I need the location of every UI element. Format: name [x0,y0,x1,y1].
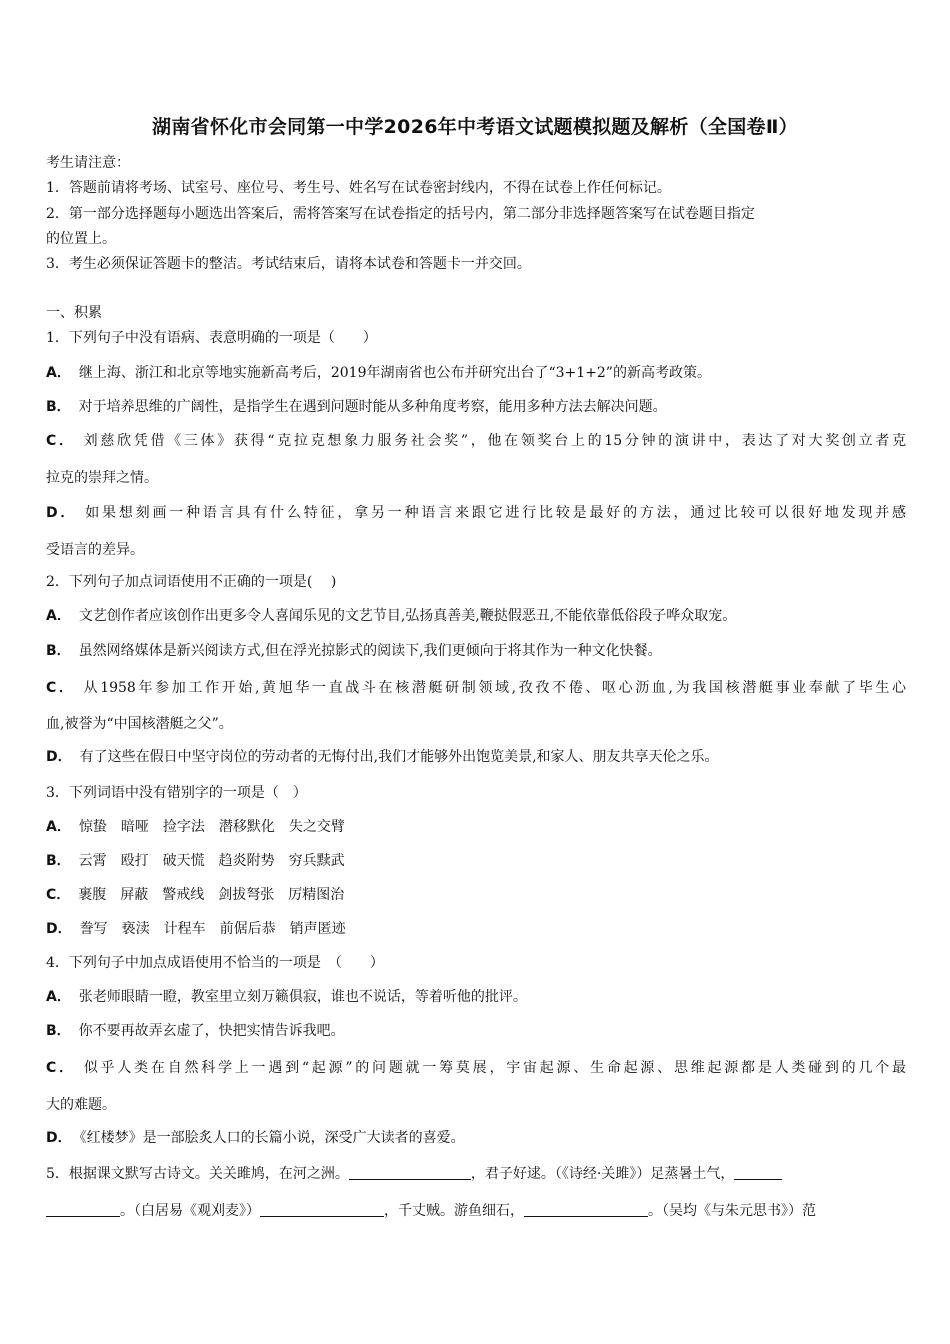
option-label: B． [46,643,71,659]
word: 前倨后恭 [219,921,276,937]
q4-stem: 4．下列句子中加点成语使用不恰当的一项是 （ ） [46,955,384,971]
word: 剑拔弩张 [218,887,275,903]
option-label: C． [46,680,76,696]
option-label: D． [46,749,72,765]
word: 裹腹 [78,887,107,903]
q2-option-c [46,677,906,697]
q4-option-a [46,986,527,1006]
option-text: 张老师眼睛一瞪，教室里立刻万籁俱寂，谁也不说话，等着听他的批评。 [78,989,527,1005]
word: 破天慌 [162,853,205,869]
option-text: 似乎人类在自然科学上一遇到“起源”的问题就一筹莫展，宇宙起源、生命起源、思维起源都是人类碰到的几个最 [83,1060,907,1076]
word: 屏蔽 [120,887,149,903]
word: 销声匿迹 [289,921,346,937]
answer-blank[interactable] [524,1202,648,1217]
q3-stem: 3．下列词语中没有错别字的一项是（ ） [46,785,307,801]
q1-option-d-cont: 受语言的差异。 [46,542,144,558]
notice-item-1: 1．答题前请将考场、试室号、座位号、考生号、姓名写在试卷密封线内，不得在试卷上作任何标记。 [46,180,671,196]
q1-option-a [46,362,711,382]
q5-text: 。（白居易《观刈麦》） [120,1203,260,1219]
option-label: A． [46,819,71,835]
q1-option-c [46,430,906,450]
option-label: D． [46,921,72,937]
word: 潜移默化 [218,819,275,835]
notice-item-2: 2．第一部分选择题每小题选出答案后，需将答案写在试卷指定的括号内，第二部分非选择题答案写在试卷题目指定 [46,206,755,222]
option-text: 刘慈欣凭借《三体》获得“克拉克想象力服务社会奖”，他在领奖台上的15分钟的演讲中，表达了对大奖创立者克 [83,433,906,449]
q4-option-b [46,1020,345,1040]
q2-option-a [46,605,736,625]
notice-item-2-cont: 的位置上。 [46,231,116,247]
word: 趋炎附势 [218,853,275,869]
q4-option-c-cont: 大的难题。 [46,1097,116,1113]
word: 计程车 [163,921,206,937]
option-text: 虽然网络媒体是新兴阅读方式,但在浮光掠影式的阅读下,我们更倾向于将其作为一种文化快餐。 [78,643,662,659]
word: 暗哑 [120,819,149,835]
word: 云霄 [78,853,107,869]
notice-item-3: 3．考生必须保证答题卡的整洁。考试结束后，请将本试卷和答题卡一并交回。 [46,256,531,272]
option-label: C． [46,1060,76,1076]
option-text: 从1958年参加工作开始,黄旭华一直战斗在核潜艇研制领域,孜孜不倦、呕心沥血,为我国核潜艇事业奉献了毕生心 [83,680,906,696]
q2-option-c-cont: 血,被誉为“中国核潜艇之父”。 [46,716,233,732]
word: 捡字法 [162,819,205,835]
option-label: A． [46,989,71,1005]
section-heading: 一、积累 [46,305,102,321]
option-text: 文艺创作者应该创作出更多令人喜闻乐见的文艺节目,弘扬真善美,鞭挞假恶丑,不能依靠低俗段子哗众取宠。 [78,608,737,624]
q4-option-d [46,1127,465,1147]
answer-blank[interactable] [46,1202,120,1217]
word: 殴打 [120,853,149,869]
q2-option-d [46,746,719,766]
option-text: 对于培养思维的广阔性，是指学生在遇到问题时能从多种角度考察，能用多种方法去解决问题。 [78,399,667,415]
q5-text: 5．根据课文默写古诗文。关关雎鸠，在河之洲。 [46,1166,349,1182]
q5-text: ，君子好逑。（《诗经·关雎》）足蒸暑土气， [470,1166,735,1182]
q1-option-c-cont: 拉克的崇拜之情。 [46,470,158,486]
option-label: B． [46,1023,71,1039]
option-text: 如果想刻画一种语言具有什么特征，拿另一种语言来跟它进行比较是最好的方法，通过比较可以很好地发现并感 [85,505,907,521]
word: 惊蛰 [78,819,107,835]
exam-title: 湖南省怀化市会同第一中学2026年中考语文试题模拟题及解析（全国卷Ⅱ） [152,116,798,138]
q3-option-a [46,816,345,836]
option-label: B． [46,853,71,869]
q4-option-c [46,1057,906,1077]
q5-text: ，千丈贼。游鱼细石， [384,1203,524,1219]
option-label: A． [46,365,71,381]
notice-header: 考生请注意： [46,155,130,171]
answer-blank[interactable] [349,1165,471,1180]
option-text: 你不要再故弄玄虚了，快把实情告诉我吧。 [78,1023,345,1039]
q1-stem: 1．下列句子中没有语病、表意明确的一项是（ ） [46,330,377,346]
q5-line-2 [46,1200,816,1220]
word: 亵渎 [121,921,150,937]
q5-line-1 [46,1163,782,1183]
q2-stem: 2．下列句子加点词语使用不正确的一项是( ) [46,574,337,590]
q2-option-b [46,640,662,660]
option-label: D． [46,1130,72,1146]
q5-text: 。（吴均《与朱元思书》）范 [648,1203,816,1219]
answer-blank[interactable] [734,1165,782,1180]
option-text: 《红楼梦》是一部脍炙人口的长篇小说，深受广大读者的喜爱。 [79,1130,465,1146]
word: 穷兵黩武 [288,853,345,869]
option-label: D． [46,505,78,521]
option-label: B． [46,399,71,415]
word: 警戒线 [162,887,205,903]
option-label: A． [46,608,71,624]
word: 誊写 [79,921,108,937]
q3-option-d [46,918,346,938]
q3-option-b [46,850,345,870]
q1-option-b [46,396,667,416]
q3-option-c [46,884,344,904]
word: 厉精图治 [288,887,345,903]
option-label: C． [46,433,76,449]
option-text: 有了这些在假日中坚守岗位的劳动者的无悔付出,我们才能够外出饱览美景,和家人、朋友共享天伦之乐。 [79,749,719,765]
q1-option-d [46,502,906,522]
answer-blank[interactable] [260,1202,384,1217]
option-label: C． [46,887,71,903]
word: 失之交臂 [288,819,345,835]
option-text: 继上海、浙江和北京等地实施新高考后，2019年湖南省也公布并研究出台了“3+1+2”的新高考政策。 [78,365,711,381]
